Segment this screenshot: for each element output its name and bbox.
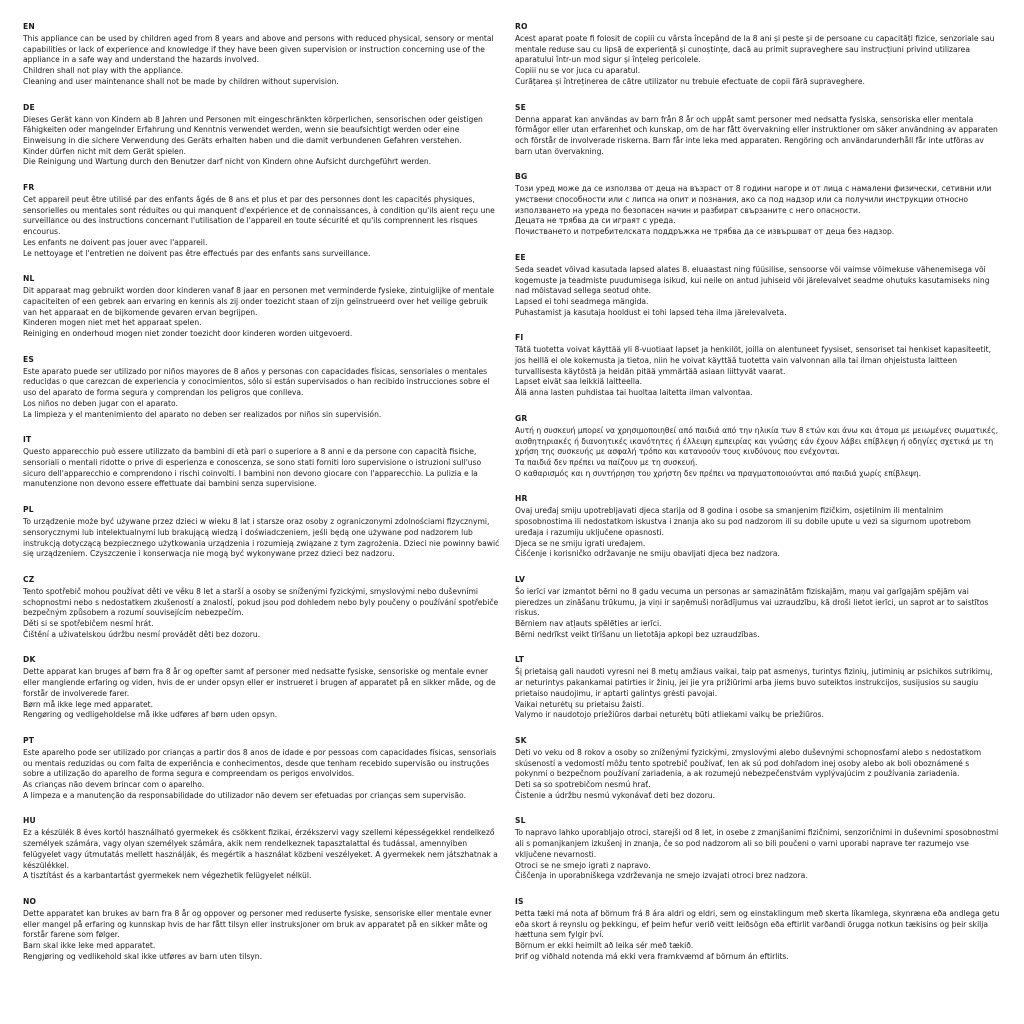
lang-code: BG [515, 172, 528, 182]
lang-code: IS [515, 896, 524, 906]
lang-text: Este aparelho pode ser utilizado por crianças a partir dos 8 anos de idade e por pessoas com capacidades físicas, sensoriais ou mentais reduzidas ou com falta de experiência e conhecimentos, desde que tenham recebido supervisão ou instruções sobre a utilização do aparelho de forma segura e compreendam os perigos envolvidos. As crianças não devem brincar com o aparelho. A limpeza e a manutenção da responsabilidade do utilizador não devem ser efetuadas por crianças sem supervisão. [23, 747, 497, 800]
lang-text: Този уред може да се използва от деца на възраст от 8 години нагоре и от лица с намалени физически, сетивни или умствени способности или с липса на опит и познания, ако са под надзор или са получили инструкции относно използването на уреда по безопасен начин и разбират свързаните с него опасности. Децата не трябва да си играят с уреда. Почистването и потребителската поддръжка не трябва да се извършват от деца без надзор. [515, 184, 992, 237]
lang-code: RO [515, 22, 528, 31]
lang-code: FI [515, 333, 524, 343]
lang-section-en [23, 21, 501, 88]
lang-code: LT [515, 655, 525, 665]
lang-section-fi [515, 332, 1001, 399]
lang-section-cz [23, 574, 501, 641]
lang-section-de [23, 102, 501, 169]
lang-text: To urządzenie może być używane przez dzieci w wieku 8 lat i starsze oraz osoby z ograniczonymi zdolnościami fizycznymi, sensorycznymi lub intelektualnymi lub brakującą wiedzą i doświadczeniem, jeśli będą one używane pod nadzorem lub instrukcją dotyczącą bezpiecznego użytkowania urządzenia i rozumieją związane z tym zagrożenia. Dzieci nie powinny bawić się urządzeniem. Czyszczenie i konserwacja nie mogą być wykonywane przez dzieci bez nadzoru. [23, 517, 500, 559]
lang-section-pt [23, 735, 501, 802]
lang-section-bg [515, 171, 1001, 238]
lang-section-nl [23, 273, 501, 340]
lang-text: Dette apparatet kan brukes av barn fra 8 år og oppover og personer med reduserte fysiske, sensoriske eller mentale evner eller mangel på erfaring og kunnskap hvis de har fått tilsyn eller instruksjoner om bruk av apparatet på en sikker måte og forstår farene som følger. Barn skal ikke leke med apparatet. Rengjøring og vedlikehold skal ikke utføres av barn uten tilsyn. [23, 908, 492, 961]
lang-text: Este aparato puede ser utilizado por niños mayores de 8 años y personas con capacidades físicas, sensoriales o mentales reducidas o que carezcan de experiencia y conocimientos, sólo si están supervisados o han recibido instrucciones sobre el uso del aparato de forma segura y comprendan los peligros que conlleva. Los niños no deben jugar con el aparato. La limpieza y el mantenimiento del aparato no deben ser realizados por niños sin supervisión. [23, 366, 490, 419]
lang-code: DK [23, 655, 36, 665]
lang-code: ES [23, 354, 35, 364]
lang-code: PL [23, 505, 34, 515]
lang-section-hr [515, 493, 1001, 560]
lang-code: SK [515, 735, 527, 745]
lang-code: IT [23, 435, 32, 445]
lang-section-is [515, 896, 1001, 963]
lang-text: Dit apparaat mag gebruikt worden door kinderen vanaf 8 jaar en personen met verminderde fysieke, zintuiglijke of mentale capaciteiten of een gebrek aan ervaring en kennis als zij onder toezicht staan of zijn geïnstrueerd over het veilige gebruik van het apparaat en de bijkomende gevaren ervan begrijpen. Kinderen mogen niet met het apparaat spelen. Reiniging en onderhoud mogen niet zonder toezicht door kinderen worden uitgevoerd. [23, 286, 495, 339]
lang-text: Šį prietaisą gali naudoti vyresni nei 8 metų amžiaus vaikai, taip pat asmenys, turintys fizinių, jutiminių ar psichikos sutrikimų, ar neturintys pakankamai patirties ir žinių, jei jie yra prižiūrimi arba jiems buvo suteiktos instrukcijos, susijusios su saugiu prietaiso naudojimu, ir aptarti galintys grėsti pavojai. Vaikai neturėtų su prietaisu žaisti. Valymo ir naudotojo priežiūros darbai neturėtų būti atliekami vaikų be priežiūros. [515, 667, 993, 720]
lang-code: LV [515, 574, 526, 584]
lang-text: Αυτή η συσκευή μπορεί να χρησιμοποιηθεί από παιδιά από την ηλικία των 8 ετών και άνω και άτομα με μειωμένες σωματικές, αισθητηριακές ή διανοητικές ικανότητες ή έλλειψη εμπειρίας και γνώσης εάν έχουν λάβει επίβλεψη ή οδηγίες σχετικά με τη χρήση της συσκευής με ασφαλή τρόπο και κατανοούν τους κινδύνους που ενέχονται. Τα παιδιά δεν πρέπει να παίζουν με τη συσκευή. Ο καθαρισμός και η συντήρηση του χρήστη δεν πρέπει να πραγματοποιούνται από παιδιά χωρίς επίβλεψη. [515, 425, 999, 478]
lang-code: EN [23, 22, 35, 31]
lang-section-ee [515, 252, 1001, 319]
lang-text: Tento spotřebič mohou používat děti ve věku 8 let a starší a osoby se sníženými fyzickými, smyslovými nebo duševními schopnostmi nebo s nedostatkem zkušeností a znalostí, pokud jsou pod dohledem nebo byly poučeny o používání spotřebiče bezpečným způsobem a rozumí souvisejícím nebezpečím. Děti si se spotřebičem nesmí hrát. Čištění a uživatelskou údržbu nesmí provádět děti bez dozoru. [23, 586, 499, 639]
lang-code: PT [23, 735, 35, 745]
lang-code: HU [23, 816, 36, 826]
lang-section-fr [23, 182, 501, 259]
lang-code: FR [23, 183, 35, 193]
lang-section-gr [515, 413, 1001, 480]
lang-section-lv [515, 574, 1001, 641]
lang-text: Seda seadet võivad kasutada lapsed alates 8. eluaastast ning füüsilise, sensoorse või vaimse võimekuse vähenemisega või kogemuste ja teadmiste puudumisega isikud, kui neile on antud juhiseid või järelevalvet seadme ohutuks kasutamiseks ning nad mõistavad sellega seotud ohte. Lapsed ei tohi seadmega mängida. Puhastamist ja kasutaja hooldust ei tohi lapsed teha ilma järelevalveta. [515, 264, 990, 317]
lang-text: Šo ierīci var izmantot bērni no 8 gadu vecuma un personas ar samazinātām fiziskajām, maņu vai garīgajām spējām vai pieredzes un zināšanu trūkumu, ja viņi ir saņēmuši norādījumus vai uzraudzību, kā droši lietot ierīci, un saprot ar to saistītos riskus. Bērniem nav atļauts spēlēties ar ierīci. Bērni nedrīkst veikt tīrīšanu un lietotāja apkopi bez uzraudzības. [515, 586, 989, 639]
lang-text: Acest aparat poate fi folosit de copiii cu vârsta începând de la 8 ani și peste și de persoane cu capacități fizice, senzoriale sau mentale reduse sau cu lipsă de experiență și cunoștințe, dacă au primit supraveghere sau instrucțiuni privind utilizarea aparatului într-un mod sigur și înțeleg pericolele. Copiii nu se vor juca cu aparatul. Curățarea și întreținerea de către utilizator nu trebuie efectuate de copii fără supraveghere. [515, 34, 995, 86]
lang-section-it [23, 434, 501, 490]
lang-text: Tätä tuotetta voivat käyttää yli 8-vuotiaat lapset ja henkilöt, joilla on alentuneet fyysiset, sensoriset tai henkiset kapasiteetit, jos heillä ei ole kokemusta ja tietoa, niin he voivat käyttää tuotetta vain valvonnan alla tai ilman ohjeistusta laitteen turvallisesta käytöstä ja heidän pitää ymmärtää asiaan liittyvät vaarat. Lapset eivät saa leikkiä laitteella. Älä anna lasten puhdistaa tai huoltaa laitetta ilman valvontaa. [515, 345, 991, 398]
lang-code: DE [23, 102, 35, 112]
lang-code: EE [515, 252, 526, 262]
lang-text: Cet appareil peut être utilisé par des enfants âgés de 8 ans et plus et par des personnes dont les capacités physiques, sensorielles ou mentales sont réduites ou qui manquent d'expérience et de connaissances, à condition qu'ils aient reçu une surveillance ou des instructions concernant l'utilisation de l'appareil en toute sécurité et qu'ils comprennent les risques encourus. Les enfants ne doivent pas jouer avec l'appareil. Le nettoyage et l'entretien ne doivent pas être effectués par des enfants sans surveillance. [23, 195, 495, 258]
lang-section-sl [515, 815, 1001, 882]
lang-code: NO [23, 896, 37, 906]
lang-section-pl [23, 504, 501, 560]
lang-section-sk [515, 735, 1001, 802]
lang-code: HR [515, 494, 528, 504]
lang-text: Þetta tæki má nota af börnum frá 8 ára aldri og eldri, sem og einstaklingum með skerta líkamlega, skynræna eða andlega getu eða skort á reynslu og þekkingu, ef þeim hefur verið veitt leiðsögn eða eftirlit varðandi örugga notkun tækisins og þeir skilja hættuna sem fylgir því. Börnum er ekki heimilt að leika sér með tækið. Þrif og viðhald notenda má ekki vera framkvæmd af börnum án eftirlits. [515, 908, 1000, 961]
lang-text: Deti vo veku od 8 rokov a osoby so zníženými fyzickými, zmyslovými alebo duševnými schopnosťami alebo s nedostatkom skúseností a vedomostí môžu tento spotrebič používať, len ak sú pod dohľadom inej osoby alebo ak boli oboznámené s pokynmi o bezpečnom používaní zariadenia, a ak rozumejú nebezpečenstvám vyplývajúcim z používania zariadenia. Deti sa so spotrebičom nesmú hrať. Čistenie a údržbu nesmú vykonávať deti bez dozoru. [515, 747, 982, 800]
lang-section-ro [515, 21, 1001, 88]
lang-text: Dieses Gerät kann von Kindern ab 8 Jahren und Personen mit eingeschränkten körperlichen, sensorischen oder geistigen Fähigkeiten oder mangelnder Erfahrung und Kenntnis verwendet werden, wenn sie beaufsichtigt werden oder eine Einweisung in die sichere Verwendung des Geräts erhalten haben und die damit verbundenen Gefahren verstehen. Kinder dürfen nicht mit dem Gerät spielen. Die Reinigung und Wartung durch den Benutzer darf nicht von Kindern ohne Aufsicht durchgeführt werden. [23, 114, 483, 167]
lang-code: SE [515, 102, 527, 112]
lang-section-dk [23, 654, 501, 721]
lang-section-se [515, 102, 1001, 158]
lang-section-hu [23, 815, 501, 882]
lang-code: CZ [23, 574, 35, 584]
lang-code: SL [515, 816, 526, 826]
lang-section-lt [515, 654, 1001, 721]
lang-text: Questo apparecchio può essere utilizzato da bambini di età pari o superiore a 8 anni e da persone con capacità fisiche, sensoriali o mentali ridotte o prive di esperienza e conoscenza, se sono stati forniti loro supervisione o istruzioni sull'uso sicuro dell'apparecchio e comprendono i rischi coinvolti. I bambini non devono giocare con l'apparecchio. La pulizia e la manutenzione non devono essere effettuate dai bambini senza supervisione. [23, 447, 482, 489]
lang-code: GR [515, 413, 528, 423]
lang-text: Dette apparat kan bruges af børn fra 8 år og opefter samt af personer med nedsatte fysiske, sensoriske og mentale evner eller manglende erfaring og viden, hvis de er under opsyn eller er instrueret i brugen af apparatet på en sikker måde, og de forstår de involverede farer. Børn må ikke lege med apparatet. Rengøring og vedligeholdelse må ikke udføres af børn uden opsyn. [23, 667, 496, 720]
lang-code: NL [23, 274, 35, 284]
lang-section-es [23, 354, 501, 421]
lang-text: Ovaj uređaj smiju upotrebljavati djeca starija od 8 godina i osobe sa smanjenim fizičkim, osjetilnim ili mentalnim sposobnostima ili nedostatkom iskustva i znanja ako su pod nadzorom ili su dobile upute u vezi sa sigurnom upotrebom uređaja i razumiju uključene opasnosti. Djeca se ne smiju igrati uređajem. Čišćenje i korisničko održavanje ne smiju obavljati djeca bez nadzora. [515, 506, 971, 559]
lang-text: To napravo lahko uporabljajo otroci, starejši od 8 let, in osebe z zmanjšanimi fizičnimi, senzoričnimi in duševnimi sposobnostmi ali s pomanjkanjem izkušenj in znanja, če so pod nadzorom ali so bili poučeni o varni uporabi naprave ter razumejo vse vključene nevarnosti. Otroci se ne smejo igrati z napravo. Čiščenja in uporabniškega vzdrževanja ne smejo izvajati otroci brez nadzora. [515, 828, 999, 881]
left-column [23, 21, 501, 976]
lang-text: This appliance can be used by children aged from 8 years and above and persons with reduced physical, sensory or mental capabilities or lack of experience and knowledge if they have been given supervision or instruction concerning use of the appliance in a safe way and understand the hazards involved. Children shall not play with the appliance. Cleaning and user maintenance shall not be made by children without supervision. [23, 34, 494, 86]
lang-text: Ez a készülék 8 éves kortól használható gyermekek és csökkent fizikai, érzékszervi vagy szellemi képességekkel rendelkező személyek számára, vagy olyan személyek számára, akik nem rendelkeznek tapasztalattal és tudással, amennyiben felügyelet vagy útmutatás mellett használják, és megértik a használat közbeni veszélyeket. A gyermekek nem játszhatnak a készülékkel. A tisztítást és a karbantartást gyermekek nem végezhetik felügyelet nélkül. [23, 828, 498, 881]
lang-text: Denna apparat kan användas av barn från 8 år och uppåt samt personer med nedsatta fysiska, sensoriska eller mentala förmågor eller utan erfarenhet och kunskap, om de har fått övervakning eller instruktioner om säker användning av apparaten och förstår de involverade riskerna. Barn får inte leka med apparaten. Rengöring och användarunderhåll får inte utföras av barn utan övervakning. [515, 114, 998, 156]
right-column [515, 21, 1001, 976]
lang-section-no [23, 896, 501, 963]
